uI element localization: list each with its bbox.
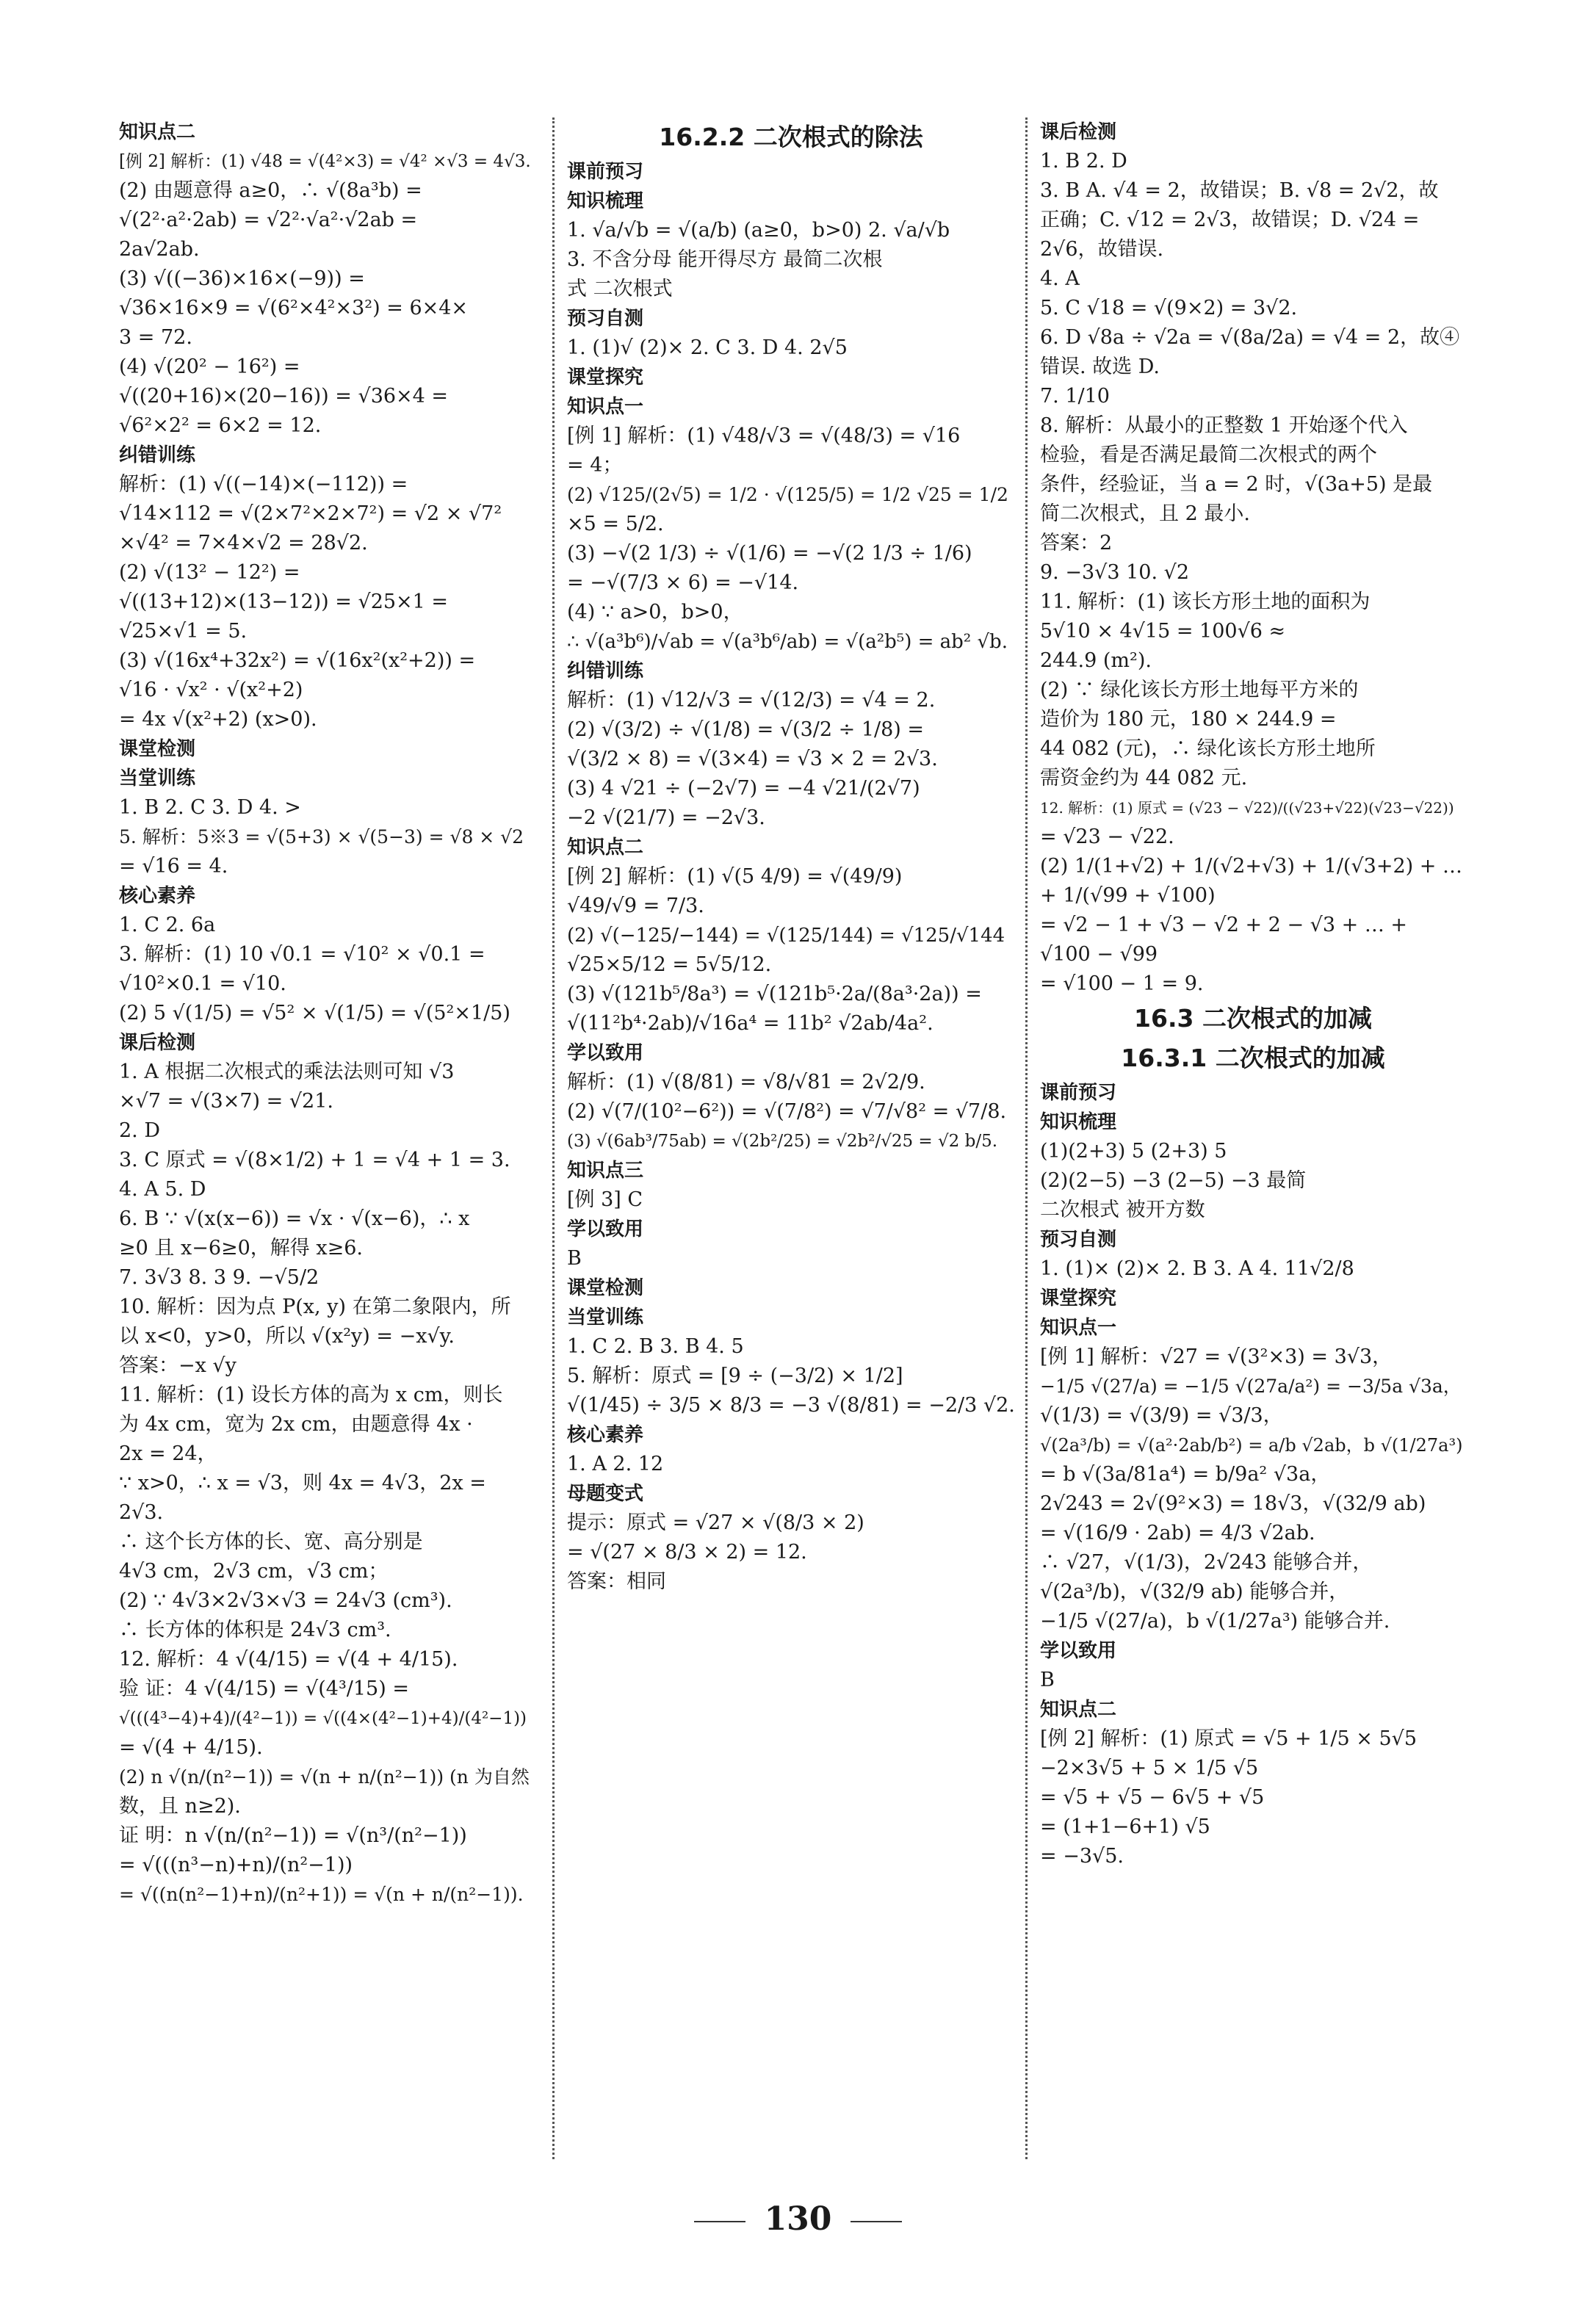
text-line: (2) √(7/(10²−6²)) = √(7/8²) = √7/√8² = √7/8. xyxy=(567,1100,1007,1123)
text-line: 以 x<0，y>0，所以 √(x²y) = −x√y. xyxy=(119,1325,455,1348)
text-line: 需资金约为 44 082 元. xyxy=(1040,767,1248,790)
section-title: 16.2.2 二次根式的除法 xyxy=(659,123,923,151)
text-line: √(((4³−4)+4)/(4²−1)) = √((4×(4²−1)+4)/(4²−1)) xyxy=(119,1709,527,1728)
left-column xyxy=(119,118,538,1909)
column-divider xyxy=(552,118,555,2159)
text-line: = √5 + √5 − 6√5 + √5 xyxy=(1040,1786,1265,1809)
text-line: √(11²b⁴·2ab)/√16a⁴ = 11b² √2ab/4a². xyxy=(567,1012,934,1035)
text-line: 二次根式 被开方数 xyxy=(1040,1199,1205,1221)
page-number: 130 xyxy=(764,2200,832,2238)
section-heading: 课堂探究 xyxy=(567,366,644,389)
section-heading: 课后检测 xyxy=(1040,121,1117,143)
middle-column xyxy=(567,118,1015,1597)
text-line: 答案：相同 xyxy=(567,1570,666,1593)
text-line: (3) √(121b⁵/8a³) = √(121b⁵·2a/(8a³·2a)) = xyxy=(567,983,982,1005)
section-title: 16.3 二次根式的加减 xyxy=(1134,1004,1372,1033)
text-line: √(1/45) ÷ 3/5 × 8/3 = −3 √(8/81) = −2/3 √2. xyxy=(567,1394,1015,1417)
section-heading: 知识点二 xyxy=(1040,1699,1117,1721)
text-line: = √(27 × 8/3 × 2) = 12. xyxy=(567,1541,807,1564)
text-line: = b √(3a/81a⁴) = b/9a² √3a， xyxy=(1040,1463,1331,1486)
text-line: 9. −3√3 10. √2 xyxy=(1040,561,1190,584)
text-line: (2) √125/(2√5) = 1/2 · √(125/5) = 1/2 √25 = 1/2 xyxy=(567,484,1008,505)
text-line: 10. 解析：因为点 P(x, y) 在第二象限内，所 xyxy=(119,1296,511,1318)
text-line: 3. 不含分母 能开得尽方 最简二次根 xyxy=(567,248,883,271)
text-line: √25×5/12 = 5√5/12. xyxy=(567,953,772,976)
text-line: B xyxy=(1040,1669,1055,1691)
text-line: (2) √(−125/−144) = √(125/144) = √125/√144 xyxy=(567,925,1005,947)
text-line: 7. 1/10 xyxy=(1040,385,1110,408)
text-line: = (1+1−6+1) √5 xyxy=(1040,1815,1210,1838)
text-line: (3) 4 √21 ÷ (−2√7) = −4 √21/(2√7) xyxy=(567,777,920,800)
text-line: ∴ √(a³b⁶)/√ab = √(a³b⁶/ab) = √(a²b⁵) = ab² √b. xyxy=(567,631,1008,653)
text-line: 5. 解析：5※3 = √(5+3) × √(5−3) = √8 × √2 xyxy=(119,826,524,848)
section-heading: 课后检测 xyxy=(119,1032,196,1054)
text-line: [例 2] 解析：(1) √(5 4/9) = √(49/9) xyxy=(567,865,903,888)
text-line: 答案：−x √y xyxy=(119,1354,236,1377)
text-line: 6. B ∵ √(x(x−6)) = √x · √(x−6)，∴ x xyxy=(119,1207,470,1230)
text-line: √(2²·a²·2ab) = √2²·√a²·√2ab = xyxy=(119,209,418,231)
text-line: √(3/2 × 8) = √(3×4) = √3 × 2 = 2√3. xyxy=(567,748,938,770)
section-heading: 知识点二 xyxy=(567,837,644,859)
text-line: √(2a³/b) = √(a²·2ab/b²) = a/b √2ab，b √(1/27a³) xyxy=(1040,1435,1463,1456)
section-heading: 课堂探究 xyxy=(1040,1287,1117,1309)
text-line: ×√7 = √(3×7) = √21. xyxy=(119,1090,333,1113)
text-line: 1. A 2. 12 xyxy=(567,1453,664,1475)
text-line: = √(((n³−n)+n)/(n²−1)) xyxy=(119,1854,353,1876)
section-heading: 纠错训练 xyxy=(119,444,196,466)
text-line: 条件，经验证，当 a = 2 时，√(3a+5) 是最 xyxy=(1040,473,1433,496)
text-line: 4. A 5. D xyxy=(119,1178,206,1201)
text-line: [例 1] 解析：√27 = √(3²×3) = 3√3， xyxy=(1040,1345,1393,1368)
text-line: 2√3. xyxy=(119,1501,164,1524)
text-line: 为 4x cm，宽为 2x cm，由题意得 4x · xyxy=(119,1413,473,1436)
text-line: (3) √((−36)×16×(−9)) = xyxy=(119,267,365,290)
text-line: 2√6，故错误. xyxy=(1040,238,1164,261)
text-line: ×5 = 5/2. xyxy=(567,513,664,535)
text-line: √25×√1 = 5. xyxy=(119,620,248,643)
text-line: √14×112 = √(2×7²×2×7²) = √2 × √7² xyxy=(119,502,502,525)
section-heading: 母题变式 xyxy=(567,1483,644,1505)
text-line: 1. C 2. B 3. B 4. 5 xyxy=(567,1335,744,1358)
text-line: 6. D √8a ÷ √2a = √(8a/2a) = √4 = 2，故④ xyxy=(1040,326,1460,349)
section-heading: 知识梳理 xyxy=(1040,1111,1117,1133)
section-heading: 核心素养 xyxy=(119,885,196,907)
section-heading: 课堂检测 xyxy=(567,1277,644,1299)
text-line: (2) √(13² − 12²) = xyxy=(119,561,300,584)
text-line: 2. D xyxy=(119,1119,160,1142)
text-line: 1. (1)× (2)× 2. B 3. A 4. 11√2/8 xyxy=(1040,1257,1354,1280)
text-line: = 4x √(x²+2) (x>0). xyxy=(119,708,317,731)
text-line: = −3√5. xyxy=(1040,1845,1124,1868)
text-line: √100 − √99 xyxy=(1040,943,1158,966)
text-line: √6²×2² = 6×2 = 12. xyxy=(119,414,322,437)
text-line: 答案：2 xyxy=(1040,532,1113,554)
text-line: = √((n(n²−1)+n)/(n²+1)) = √(n + n/(n²−1)). xyxy=(119,1884,524,1905)
text-line: 2x = 24， xyxy=(119,1442,217,1465)
section-heading: 学以致用 xyxy=(1040,1640,1117,1662)
section-heading: 预习自测 xyxy=(567,308,644,330)
text-line: (2) 5 √(1/5) = √5² × √(1/5) = √(5²×1/5) xyxy=(119,1002,510,1025)
right-column xyxy=(1040,118,1466,1871)
section-heading: 预习自测 xyxy=(1040,1229,1117,1251)
text-line: (2) √(3/2) ÷ √(1/8) = √(3/2 ÷ 1/8) = xyxy=(567,718,925,741)
text-line: 1. C 2. 6a xyxy=(119,914,216,936)
text-line: −1/5 √(27/a) = −1/5 √(27a/a²) = −3/5a √3a， xyxy=(1040,1376,1462,1397)
text-line: 证 明：n √(n/(n²−1)) = √(n³/(n²−1)) xyxy=(119,1824,467,1847)
section-heading: 课堂检测 xyxy=(119,738,196,760)
text-line: (3) √(6ab³/75ab) = √(2b²/25) = √2b²/√25 = √2 b/5. xyxy=(567,1132,998,1151)
text-line: √16 · √x² · √(x²+2) xyxy=(119,679,303,701)
column-divider xyxy=(1025,118,1028,2159)
text-line: (4) ∵ a>0，b>0， xyxy=(567,601,743,624)
text-line: 3 = 72. xyxy=(119,326,192,349)
text-line: √36×16×9 = √(6²×4²×3²) = 6×4× xyxy=(119,297,469,319)
text-line: 验 证：4 √(4/15) = √(4³/15) = xyxy=(119,1677,409,1700)
section-heading: 知识点二 xyxy=(119,121,196,143)
text-line: (2) n √(n/(n²−1)) = √(n + n/(n²−1)) (n 为自然 xyxy=(119,1766,530,1788)
text-line: ∴ √27，√(1/3)，2√243 能够合并， xyxy=(1040,1551,1373,1574)
section-heading: 学以致用 xyxy=(567,1042,644,1064)
section-heading: 当堂训练 xyxy=(119,767,196,790)
footer-dash xyxy=(694,2221,745,2222)
text-line: 12. 解析：(1) 原式 = (√23 − √22)/((√23+√22)(√23−√22)) xyxy=(1040,799,1454,817)
text-line: 1. √a/√b = √(a/b) (a≥0，b>0) 2. √a/√b xyxy=(567,219,950,242)
text-line: 12. 解析：4 √(4/15) = √(4 + 4/15). xyxy=(119,1648,458,1671)
text-line: (2) 由题意得 a≥0，∴ √(8a³b) = xyxy=(119,179,422,202)
text-line: ∴ 这个长方体的长、宽、高分别是 xyxy=(119,1531,423,1553)
section-title: 16.3.1 二次根式的加减 xyxy=(1121,1044,1385,1072)
text-line: √49/√9 = 7/3. xyxy=(567,895,704,917)
text-line: 3. 解析：(1) 10 √0.1 = √10² × √0.1 = xyxy=(119,943,485,966)
text-line: 提示：原式 = √27 × √(8/3 × 2) xyxy=(567,1511,864,1534)
text-line: 解析：(1) √((−14)×(−112)) = xyxy=(119,473,408,496)
section-heading: 课前预习 xyxy=(567,161,644,183)
text-line: [例 2] 解析：(1) √48 = √(4²×3) = √4² ×√3 = 4√3. xyxy=(119,152,531,171)
text-line: 数，且 n≥2). xyxy=(119,1795,241,1818)
section-heading: 课前预习 xyxy=(1040,1082,1117,1104)
text-line: = 4； xyxy=(567,454,623,477)
text-line: (3) √(16x⁴+32x²) = √(16x²(x²+2)) = xyxy=(119,649,476,672)
text-line: 2a√2ab. xyxy=(119,238,200,261)
text-line: (2) ∵ 绿化该长方形土地每平方米的 xyxy=(1040,679,1359,701)
text-line: 8. 解析：从最小的正整数 1 开始逐个代入 xyxy=(1040,414,1408,437)
text-line: 4. A xyxy=(1040,267,1080,290)
text-line: 3. C 原式 = √(8×1/2) + 1 = √4 + 1 = 3. xyxy=(119,1149,510,1171)
text-line: = √2 − 1 + √3 − √2 + 2 − √3 + … + xyxy=(1040,914,1408,936)
text-line: 1. (1)√ (2)× 2. C 3. D 4. 2√5 xyxy=(567,336,848,359)
text-line: 5√10 × 4√15 = 100√6 ≈ xyxy=(1040,620,1286,643)
text-line: (2)(2−5) −3 (2−5) −3 最简 xyxy=(1040,1169,1307,1192)
text-line: = √16 = 4. xyxy=(119,855,228,878)
text-line: 5. C √18 = √(9×2) = 3√2. xyxy=(1040,297,1298,319)
text-line: ∵ x>0，∴ x = √3，则 4x = 4√3，2x = xyxy=(119,1472,486,1495)
text-line: 1. B 2. D xyxy=(1040,150,1127,173)
text-line: ≥0 且 x−6≥0，解得 x≥6. xyxy=(119,1237,363,1260)
text-line: = √100 − 1 = 9. xyxy=(1040,972,1204,995)
section-heading: 知识点一 xyxy=(1040,1317,1117,1339)
text-line: (2) ∵ 4√3×2√3×√3 = 24√3 (cm³). xyxy=(119,1589,452,1612)
text-line: 简二次根式，且 2 最小. xyxy=(1040,502,1250,525)
footer-dash xyxy=(851,2221,902,2222)
text-line: (4) √(20² − 16²) = xyxy=(119,355,300,378)
section-heading: 知识点一 xyxy=(567,396,644,418)
text-line: 解析：(1) √(8/81) = √8/√81 = 2√2/9. xyxy=(567,1071,925,1094)
text-line: 1. A 根据二次根式的乘法法则可知 √3 xyxy=(119,1061,455,1083)
section-heading: 当堂训练 xyxy=(567,1307,644,1329)
section-heading: 核心素养 xyxy=(567,1424,644,1446)
section-heading: 学以致用 xyxy=(567,1218,644,1240)
text-line: [例 3] C xyxy=(567,1188,643,1211)
text-line: (2) 1/(1+√2) + 1/(√2+√3) + 1/(√3+2) + … xyxy=(1040,855,1462,878)
text-line: 错误. 故选 D. xyxy=(1040,355,1160,378)
text-line: 11. 解析：(1) 设长方体的高为 x cm，则长 xyxy=(119,1384,503,1406)
text-line: 11. 解析：(1) 该长方形土地的面积为 xyxy=(1040,590,1371,613)
text-line: (1)(2+3) 5 (2+3) 5 xyxy=(1040,1140,1227,1163)
text-line: √((13+12)×(13−12)) = √25×1 = xyxy=(119,590,449,613)
text-line: 1. B 2. C 3. D 4. > xyxy=(119,796,301,819)
text-line: √(2a³/b)，√(32/9 ab) 能够合并， xyxy=(1040,1580,1349,1603)
text-line: ×√4² = 7×4×√2 = 28√2. xyxy=(119,532,368,554)
text-line: −2 √(21/7) = −2√3. xyxy=(567,806,765,829)
text-line: ∴ 长方体的体积是 24√3 cm³. xyxy=(119,1619,391,1641)
text-line: 2√243 = 2√(9²×3) = 18√3，√(32/9 ab) xyxy=(1040,1492,1426,1515)
text-line: −1/5 √(27/a)，b √(1/27a³) 能够合并. xyxy=(1040,1610,1390,1633)
text-line: 正确；C. √12 = 2√3，故错误；D. √24 = xyxy=(1040,209,1420,231)
text-line: [例 2] 解析：(1) 原式 = √5 + 1/5 × 5√5 xyxy=(1040,1727,1417,1750)
text-line: √(1/3) = √(3/9) = √3/3， xyxy=(1040,1404,1283,1427)
text-line: = √(16/9 · 2ab) = 4/3 √2ab. xyxy=(1040,1522,1315,1544)
text-line: −2×3√5 + 5 × 1/5 √5 xyxy=(1040,1757,1259,1779)
text-line: 44 082 (元)，∴ 绿化该长方形土地所 xyxy=(1040,737,1376,760)
text-line: 3. B A. √4 = 2，故错误；B. √8 = 2√2，故 xyxy=(1040,179,1439,202)
text-line: 4√3 cm，2√3 cm，√3 cm； xyxy=(119,1560,389,1583)
text-line: 解析：(1) √12/√3 = √(12/3) = √4 = 2. xyxy=(567,689,936,712)
text-line: √((20+16)×(20−16)) = √36×4 = xyxy=(119,385,449,408)
text-line: 5. 解析：原式 = [9 ÷ (−3/2) × 1/2] xyxy=(567,1365,903,1387)
page-footer xyxy=(0,2200,1596,2238)
text-line: [例 1] 解析：(1) √48/√3 = √(48/3) = √16 xyxy=(567,424,961,447)
section-heading: 纠错训练 xyxy=(567,660,644,682)
text-line: + 1/(√99 + √100) xyxy=(1040,884,1216,907)
section-heading: 知识点三 xyxy=(567,1160,644,1182)
text-line: = √(4 + 4/15). xyxy=(119,1736,263,1759)
text-line: = √23 − √22. xyxy=(1040,825,1174,848)
text-line: 244.9 (m²). xyxy=(1040,649,1152,672)
text-line: 检验，看是否满足最简二次根式的两个 xyxy=(1040,444,1377,466)
text-line: 造价为 180 元，180 × 244.9 = xyxy=(1040,708,1337,731)
text-line: = −√(7/3 × 6) = −√14. xyxy=(567,571,799,594)
text-line: B xyxy=(567,1247,582,1270)
text-line: √10²×0.1 = √10. xyxy=(119,972,286,995)
text-line: (3) −√(2 1/3) ÷ √(1/6) = −√(2 1/3 ÷ 1/6) xyxy=(567,542,972,565)
text-line: 式 二次根式 xyxy=(567,278,673,300)
section-heading: 知识梳理 xyxy=(567,190,644,212)
text-line: 7. 3√3 8. 3 9. −√5/2 xyxy=(119,1266,319,1289)
